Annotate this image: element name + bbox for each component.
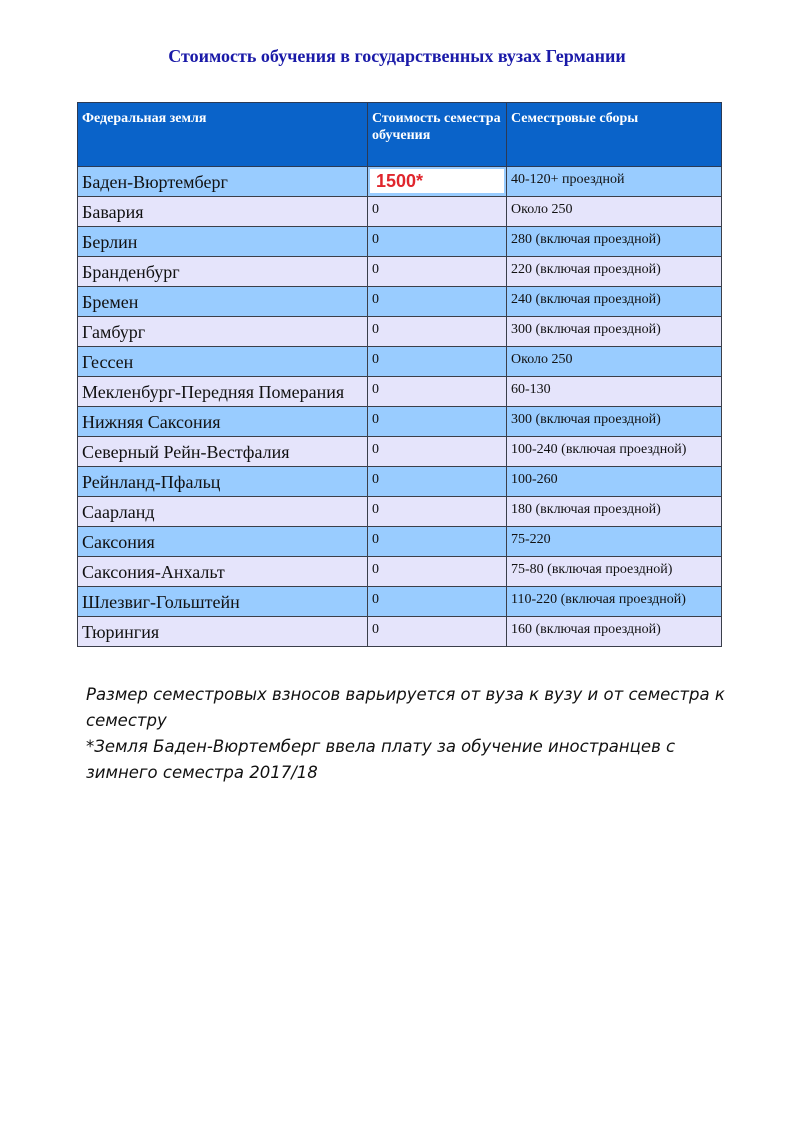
land-cell: Рейнланд-Пфальц bbox=[78, 467, 368, 497]
table-row bbox=[78, 527, 722, 557]
note-bw-tuition: *Земля Баден-Вюртемберг ввела плату за обучение иностранцев с зимнего семестра 2017/18 bbox=[86, 737, 676, 782]
header-semester-fees: Семестровые сборы bbox=[507, 103, 722, 167]
fees-cell: 300 (включая проездной) bbox=[507, 317, 722, 347]
header-semester-cost: Стоимость семестра обучения bbox=[368, 103, 507, 167]
table-row bbox=[78, 227, 722, 257]
table-row bbox=[78, 347, 722, 377]
table-row bbox=[78, 557, 722, 587]
fees-cell: 240 (включая проездной) bbox=[507, 287, 722, 317]
cost-cell bbox=[368, 167, 507, 197]
footnotes bbox=[86, 682, 726, 786]
land-cell: Шлезвиг-Гольштейн bbox=[78, 587, 368, 617]
fees-cell: 100-260 bbox=[507, 467, 722, 497]
fees-cell: 75-220 bbox=[507, 527, 722, 557]
table-row bbox=[78, 437, 722, 467]
fees-cell: 60-130 bbox=[507, 377, 722, 407]
cost-cell: 0 bbox=[368, 527, 507, 557]
land-cell: Тюрингия bbox=[78, 617, 368, 647]
fees-cell: 180 (включая проездной) bbox=[507, 497, 722, 527]
land-cell: Гессен bbox=[78, 347, 368, 377]
land-cell: Гамбург bbox=[78, 317, 368, 347]
land-cell: Бавария bbox=[78, 197, 368, 227]
land-cell: Саксония-Анхальт bbox=[78, 557, 368, 587]
cost-cell: 0 bbox=[368, 407, 507, 437]
cost-cell: 0 bbox=[368, 197, 507, 227]
land-cell: Саксония bbox=[78, 527, 368, 557]
table-row bbox=[78, 617, 722, 647]
page-title: Стоимость обучения в государственных вузах Германии bbox=[168, 46, 626, 66]
table-row bbox=[78, 317, 722, 347]
fees-cell: 220 (включая проездной) bbox=[507, 257, 722, 287]
land-cell: Бремен bbox=[78, 287, 368, 317]
fees-cell: 160 (включая проездной) bbox=[507, 617, 722, 647]
cost-cell: 0 bbox=[368, 467, 507, 497]
land-cell: Бранденбург bbox=[78, 257, 368, 287]
cost-cell: 0 bbox=[368, 227, 507, 257]
cost-cell: 0 bbox=[368, 287, 507, 317]
cost-cell: 0 bbox=[368, 437, 507, 467]
fees-cell: 100-240 (включая проездной) bbox=[507, 437, 722, 467]
fees-cell: 40-120+ проездной bbox=[507, 167, 722, 197]
land-cell: Саарланд bbox=[78, 497, 368, 527]
cost-cell: 0 bbox=[368, 257, 507, 287]
table-row bbox=[78, 287, 722, 317]
note-fees-vary: Размер семестровых взносов варьируется от вуза к вузу и от семестра к семестру bbox=[86, 685, 725, 730]
land-cell: Баден-Вюртемберг bbox=[78, 167, 368, 197]
cost-cell: 0 bbox=[368, 317, 507, 347]
fees-cell: 110-220 (включая проездной) bbox=[507, 587, 722, 617]
table-row bbox=[78, 467, 722, 497]
header-federal-land: Федеральная земля bbox=[78, 103, 368, 167]
land-cell: Мекленбург-Передняя Померания bbox=[78, 377, 368, 407]
fees-cell: Около 250 bbox=[507, 197, 722, 227]
fees-cell: Около 250 bbox=[507, 347, 722, 377]
table-row bbox=[78, 197, 722, 227]
cost-cell: 0 bbox=[368, 347, 507, 377]
fees-cell: 300 (включая проездной) bbox=[507, 407, 722, 437]
table-row bbox=[78, 587, 722, 617]
table-row bbox=[78, 167, 722, 197]
tuition-table bbox=[77, 102, 722, 647]
land-cell: Нижняя Саксония bbox=[78, 407, 368, 437]
cost-cell: 0 bbox=[368, 587, 507, 617]
cost-cell: 0 bbox=[368, 497, 507, 527]
table-row bbox=[78, 497, 722, 527]
fees-cell: 280 (включая проездной) bbox=[507, 227, 722, 257]
land-cell: Берлин bbox=[78, 227, 368, 257]
cost-cell: 0 bbox=[368, 377, 507, 407]
table-header-row bbox=[78, 103, 722, 167]
table-row bbox=[78, 257, 722, 287]
cost-cell: 0 bbox=[368, 557, 507, 587]
land-cell: Северный Рейн-Вестфалия bbox=[78, 437, 368, 467]
cost-cell: 0 bbox=[368, 617, 507, 647]
highlighted-cost: 1500* bbox=[370, 169, 504, 193]
table-row bbox=[78, 407, 722, 437]
table-row bbox=[78, 377, 722, 407]
fees-cell: 75-80 (включая проездной) bbox=[507, 557, 722, 587]
